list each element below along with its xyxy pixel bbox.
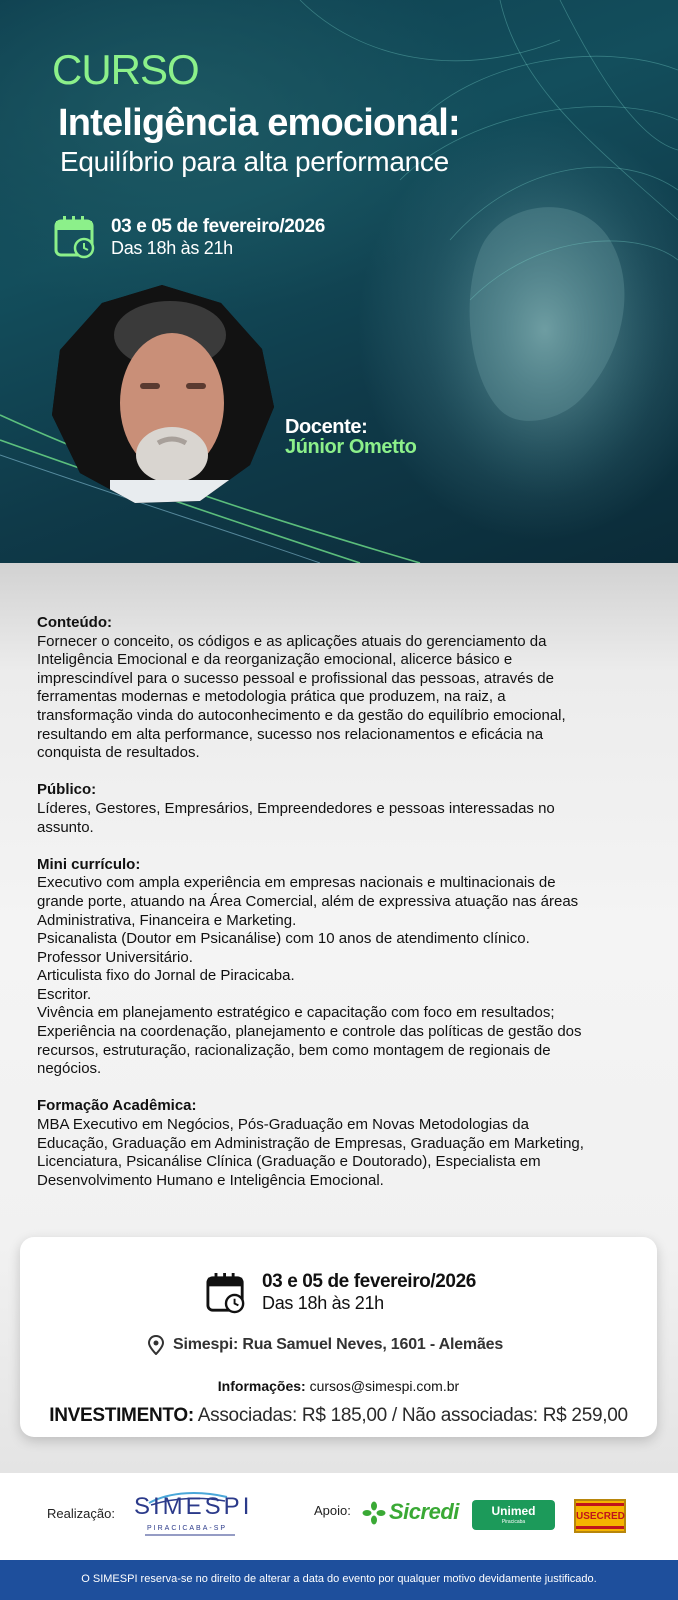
hero-banner	[0, 0, 678, 563]
section-title: Mini currículo:	[37, 855, 141, 873]
text-line: Executivo com ampla experiência em empresas nacionais e multinacionais de	[37, 874, 556, 892]
text-line: ferramentas modernas e metodologia prática que produzem, na raiz, a	[37, 688, 506, 706]
instructor-photo	[50, 285, 274, 507]
text-line: Administrativa, Financeira e Marketing.	[37, 911, 297, 929]
text-line: conquista de resultados.	[37, 744, 200, 762]
card-event-date: 03 e 05 de fevereiro/2026	[262, 1271, 476, 1292]
usecred-logo	[574, 1499, 626, 1533]
unimed-city: Piracicaba	[501, 1519, 526, 1525]
simespi-name: SIMESPI	[134, 1493, 253, 1520]
disclaimer-bar	[0, 1560, 678, 1600]
text-line: Articulista fixo do Jornal de Piracicaba.	[37, 967, 295, 985]
text-line: resultando em alta performance, sucesso nos relacionamentos e eficácia na	[37, 725, 544, 743]
organizer-label: Realização:	[47, 1506, 115, 1521]
section-publico	[37, 781, 641, 837]
disclaimer-text: O SIMESPI reserva-se no direito de alterar a data do evento por qualquer motivo devidamente justificado.	[81, 1573, 597, 1585]
course-kicker: CURSO	[52, 46, 199, 93]
investment-label: INVESTIMENTO:	[49, 1405, 194, 1426]
calendar-clock-icon	[206, 1271, 246, 1315]
simespi-city: PIRACICABA-SP	[147, 1525, 228, 1532]
unimed-name: Unimed	[491, 1504, 536, 1518]
text-line: recursos, estruturação, racionalização, bem como montagem de regionais de	[37, 1041, 551, 1059]
investment-info	[20, 1405, 657, 1427]
event-info-card	[20, 1237, 657, 1437]
text-line: transformação vinda do autoconhecimento e da gestão do equilíbrio emocional,	[37, 706, 566, 724]
text-line: Licenciatura, Psicanálise Clínica (Graduação e Doutorado), Especialista em	[37, 1153, 541, 1171]
text-line: Escritor.	[37, 985, 92, 1003]
instructor-name: Júnior Ometto	[285, 436, 417, 458]
text-line: Desenvolvimento Humano e Inteligência Emocional.	[37, 1171, 384, 1189]
support-label: Apoio:	[314, 1503, 351, 1518]
text-line: Líderes, Gestores, Empresários, Empreendedores e pessoas interessadas no	[37, 799, 555, 817]
sicredi-logo-icon	[362, 1501, 386, 1525]
text-line: MBA Executivo em Negócios, Pós-Graduação em Novas Metodologias da	[37, 1116, 529, 1134]
sponsors-bar	[0, 1473, 678, 1560]
event-address: Simespi: Rua Samuel Neves, 1601 - Alemães	[173, 1336, 504, 1353]
text-line: grande porte, atuando na Área Comercial, além de expressiva atuação nas áreas	[37, 892, 579, 910]
unimed-logo	[472, 1500, 555, 1530]
text-line: Experiência na coordenação, planejamento e controle das políticas de gestão dos	[37, 1023, 582, 1041]
card-event-time: Das 18h às 21h	[262, 1293, 384, 1313]
text-line: Fornecer o conceito, os códigos e as aplicações atuais do gerenciamento da	[37, 632, 547, 650]
section-title: Conteúdo:	[37, 614, 112, 631]
event-time: Das 18h às 21h	[111, 238, 233, 258]
text-line: imprescindível para o sucesso pessoal e profissional das pessoas, através de	[37, 669, 554, 687]
contact-info	[20, 1378, 657, 1394]
course-title: Inteligência emocional:	[58, 102, 460, 144]
text-line: Psicanalista (Doutor em Psicanálise) com 10 anos de atendimento clínico.	[37, 930, 530, 948]
sicredi-name: Sicredi	[389, 1499, 459, 1524]
section-title: Público:	[37, 781, 97, 799]
instructor-label: Docente:	[285, 416, 368, 438]
section-title: Formação Acadêmica:	[37, 1097, 197, 1115]
location-pin-icon	[148, 1335, 164, 1355]
contact-label: Informações:	[217, 1378, 306, 1394]
text-line: Professor Universitário.	[37, 948, 193, 966]
section-mini-curriculo	[37, 856, 641, 1079]
contact-email[interactable]: cursos@simespi.com.br	[309, 1378, 460, 1394]
text-line: Vivência em planejamento estratégico e capacitação com foco em resultados;	[37, 1004, 555, 1022]
text-line: Inteligência Emocional e da reorganização emocional, alicerce básico e	[37, 651, 513, 669]
text-line: Educação, Graduação em Administração de Empresas, Graduação em Marketing,	[37, 1134, 584, 1152]
calendar-clock-icon	[54, 214, 96, 260]
text-line: assunto.	[37, 818, 94, 836]
text-line: negócios.	[37, 1060, 102, 1078]
section-formacao	[37, 1097, 641, 1190]
section-conteudo	[37, 614, 641, 763]
event-date: 03 e 05 de fevereiro/2026	[111, 216, 325, 237]
investment-value: Associadas: R$ 185,00 / Não associadas: R$ 259,00	[197, 1405, 628, 1426]
course-subtitle: Equilíbrio para alta performance	[60, 146, 449, 177]
usecred-name: USECRED	[576, 1511, 625, 1522]
